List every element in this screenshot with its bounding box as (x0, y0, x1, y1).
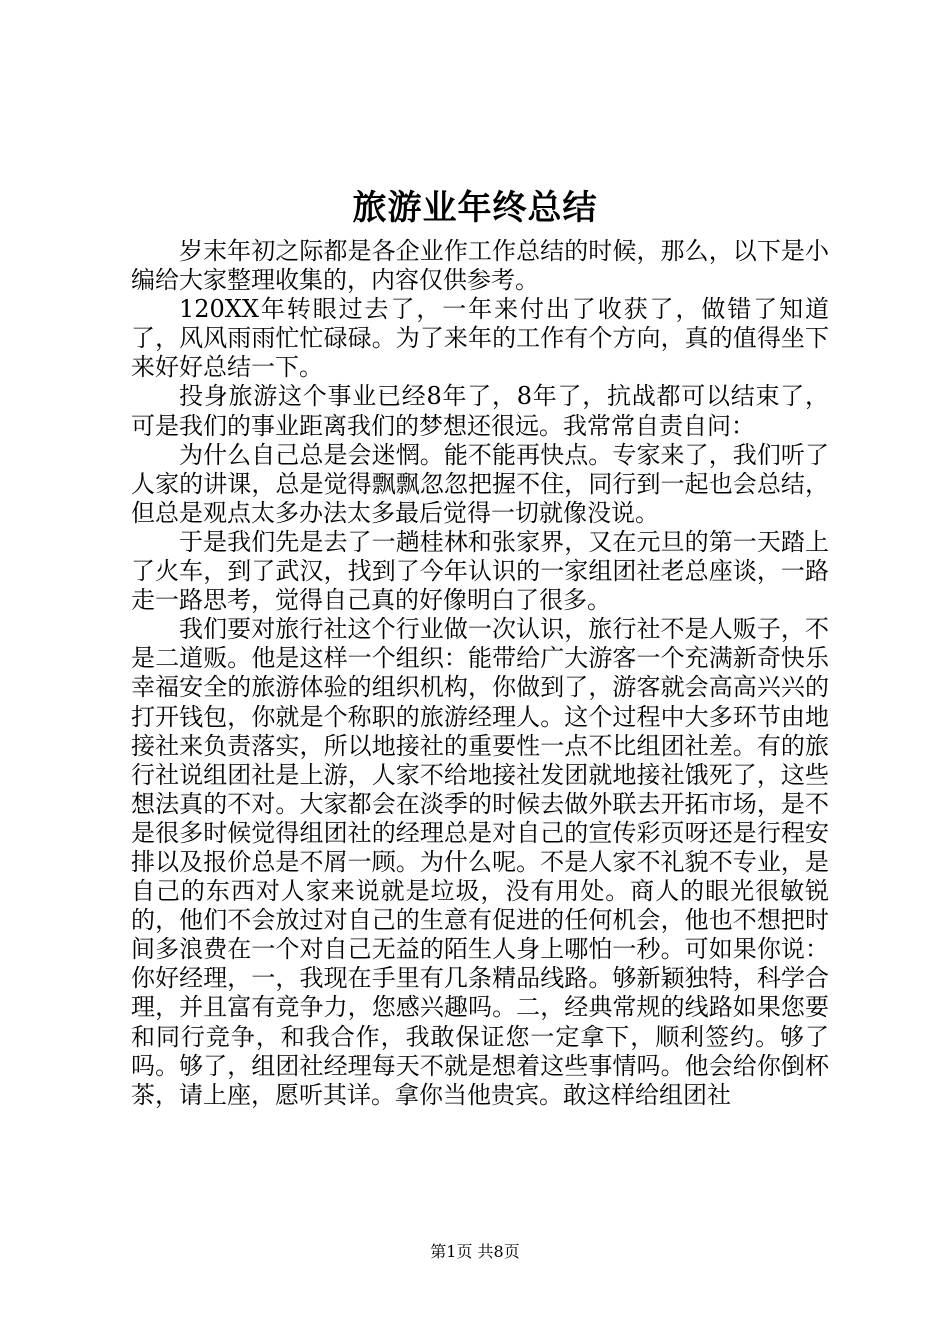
paragraph-intro: 岁末年初之际都是各企业作工作总结的时候，那么，以下是小编给大家整理收集的，内容仅供参考。 (131, 237, 829, 295)
document-body (131, 237, 829, 1110)
paragraph-year-review: 120XX年转眼过去了，一年来付出了收获了，做错了知道了，风风雨雨忙忙碌碌。为了来年的工作有个方向，真的值得坐下来好好总结一下。 (131, 295, 829, 382)
page-footer: 第1页 共8页 (430, 1242, 520, 1261)
document-title: 旅游业年终总结 (352, 188, 598, 228)
paragraph-industry: 我们要对旅行社这个行业做一次认识，旅行社不是人贩子，不是二道贩。他是这样一个组织：能带给广大游客一个充满新奇快乐幸福安全的旅游体验的组织机构，你做到了，游客就会高高兴兴的打开钱包，你就是个称职的旅游经理人。这个过程中大多环节由地接社来负责落实，所以地接社的重要性一点不比组团社差。有的旅行社说组团社是上游，人家不给地接社发团就地接社饿死了，这些想法真的不对。大家都会在淡季的时候去做外联去开拓市场，是不是很多时候觉得组团社的经理总是对自己的宣传彩页呀还是行程安排以及报价总是不屑一顾。为什么呢。不是人家不礼貌不专业，是自己的东西对人家来说就是垃圾，没有用处。商人的眼光很敏锐的，他们不会放过对自己的生意有促进的任何机会，他也不想把时间多浪费在一个对自己无益的陌生人身上哪怕一秒。可如果你说：你好经理，一，我现在手里有几条精品线路。够新颖独特，科学合理，并且富有竞争力，您感兴趣吗。二，经典常规的线路如果您要和同行竞争，和我合作，我敢保证您一定拿下，顺利签约。够了吗。够了，组团社经理每天不就是想着这些事情吗。他会给你倒杯茶，请上座，愿听其详。拿你当他贵宾。敢这样给组团社 (131, 615, 829, 1109)
paragraph-career: 投身旅游这个事业已经8年了，8年了，抗战都可以结束了，可是我们的事业距离我们的梦想还很远。我常常自责自问： (131, 382, 829, 440)
paragraph-confusion: 为什么自己总是会迷惘。能不能再快点。专家来了，我们听了人家的讲课，总是觉得飘飘忽忽把握不住，同行到一起也会总结，但总是观点太多办法太多最后觉得一切就像没说。 (131, 440, 829, 527)
paragraph-trip: 于是我们先是去了一趟桂林和张家界，又在元旦的第一天踏上了火车，到了武汉，找到了今年认识的一家组团社老总座谈，一路走一路思考，觉得自己真的好像明白了很多。 (131, 527, 829, 615)
